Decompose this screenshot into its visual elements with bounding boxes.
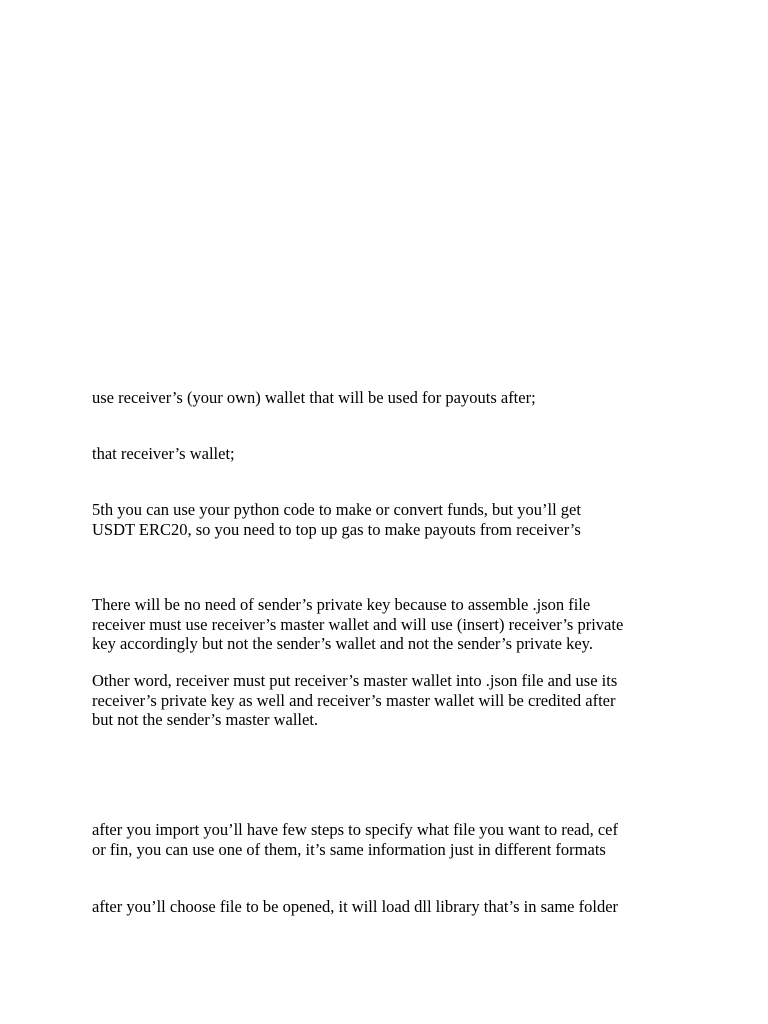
paragraph-dll-library <box>92 897 692 917</box>
text-line: but not the sender’s master wallet. <box>92 710 319 729</box>
text-line: after you’ll choose file to be opened, it will load dll library that’s in same folder <box>92 897 619 916</box>
text-line: after you import you’ll have few steps to specify what file you want to read, cef <box>92 820 618 839</box>
text-line: key accordingly but not the sender’s wallet and not the sender’s private key. <box>92 634 593 653</box>
paragraph-private-key <box>92 595 692 654</box>
text-line: use receiver’s (your own) wallet that will be used for payouts after; <box>92 388 536 407</box>
text-line: 5th you can use your python code to make or convert funds, but you’ll get <box>92 500 581 519</box>
paragraph-master-wallet-json <box>92 671 692 730</box>
text-line: or fin, you can use one of them, it’s same information just in different formats <box>92 839 606 859</box>
text-line: USDT ERC20, so you need to top up gas to make payouts from receiver’s <box>92 519 581 539</box>
text-line: receiver must use receiver’s master wallet and will use (insert) receiver’s private <box>92 614 624 634</box>
paragraph-python-code-funds <box>92 500 692 539</box>
text-line: that receiver’s wallet; <box>92 444 235 463</box>
text-line: receiver’s private key as well and receiver’s master wallet will be credited after <box>92 690 616 710</box>
text-line: Other word, receiver must put receiver’s master wallet into .json file and use its <box>92 671 618 690</box>
text-line: There will be no need of sender’s private key because to assemble .json file <box>92 595 591 614</box>
paragraph-receiver-wallet-payouts <box>92 388 692 408</box>
paragraph-receiver-wallet <box>92 444 692 464</box>
paragraph-import-steps <box>92 820 692 859</box>
